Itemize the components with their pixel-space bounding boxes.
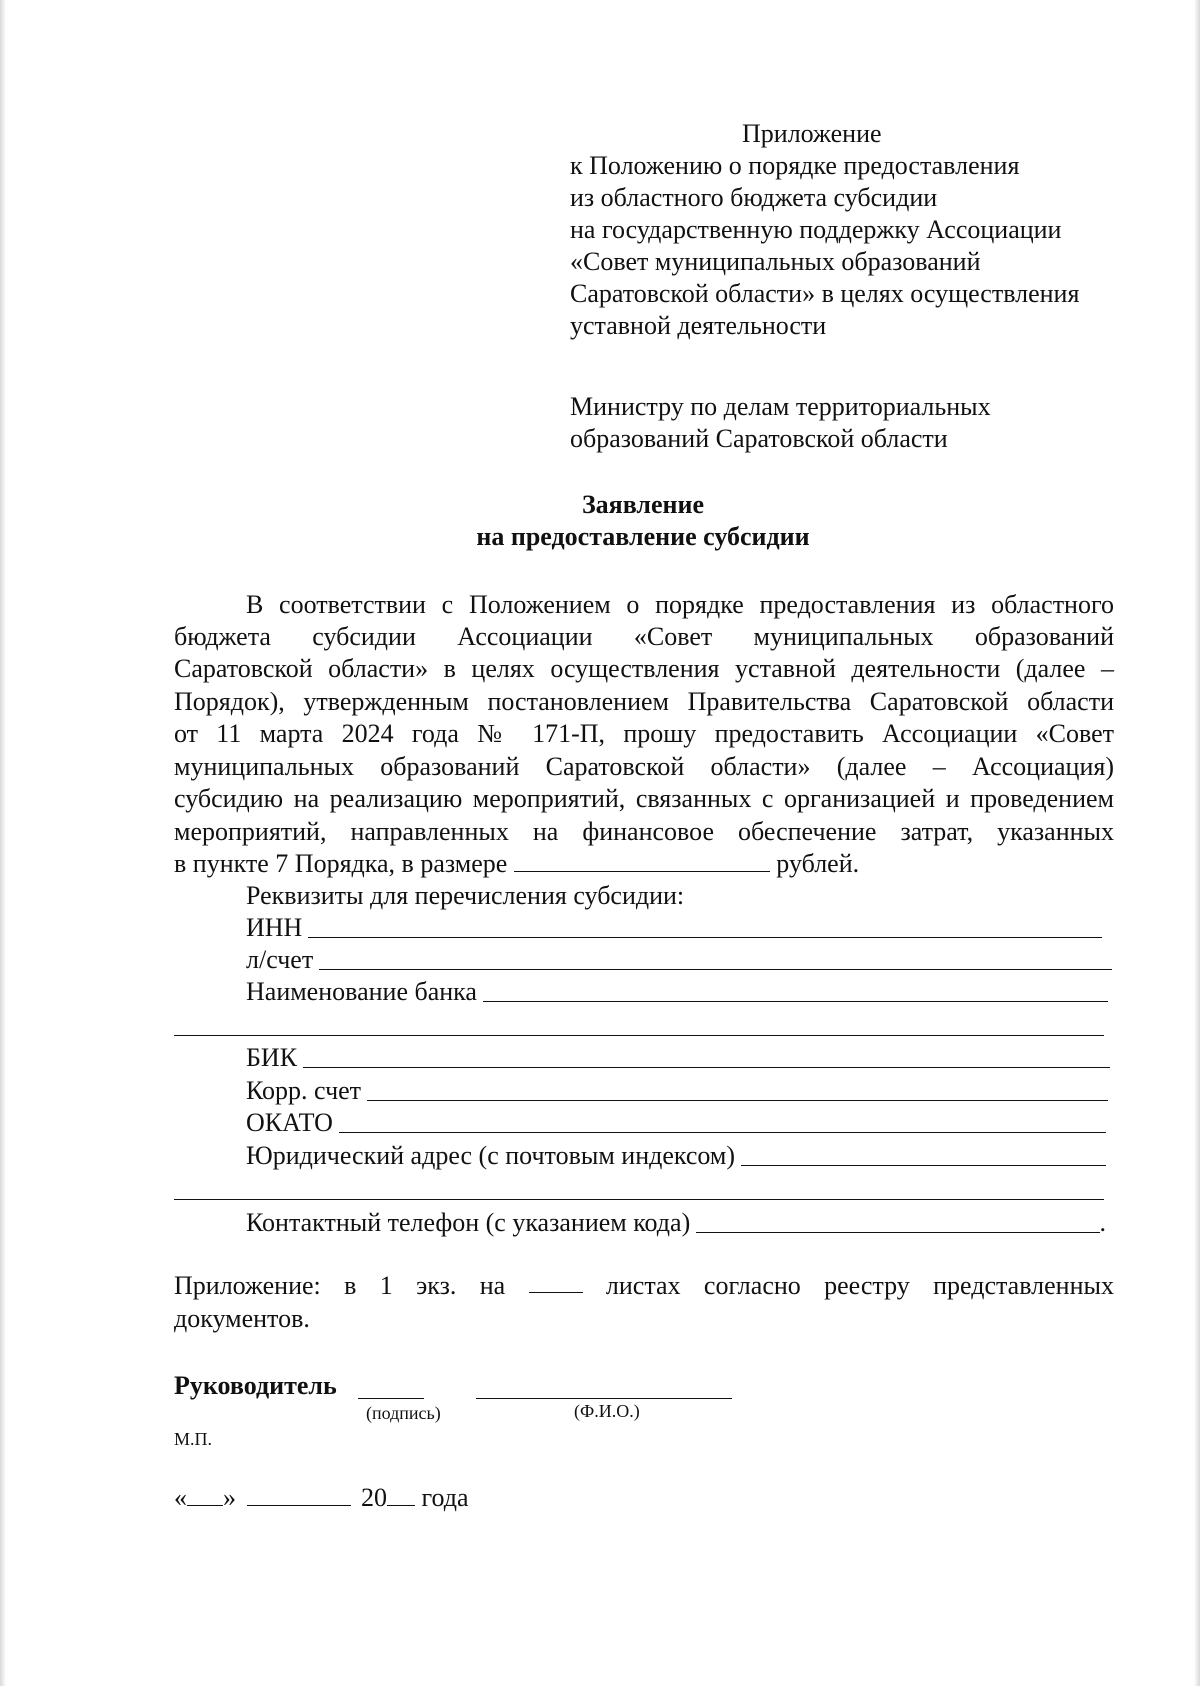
legal-address-blank[interactable] [741, 1165, 1106, 1166]
amount-blank-field[interactable] [514, 849, 770, 872]
attachment-word: листах [605, 1271, 681, 1300]
attachment-line-2: документов. [174, 1303, 310, 1333]
signature-blank[interactable] [358, 1398, 424, 1399]
appendix-line: «Совет муниципальных образований [570, 247, 981, 276]
inn-field[interactable] [246, 912, 1102, 944]
scan-edge-left [0, 0, 6, 1686]
legal-address-field[interactable] [246, 1140, 1106, 1172]
inn-blank[interactable] [308, 937, 1102, 938]
appendix-line: из областного бюджета субсидии [570, 183, 938, 212]
bank-name-field[interactable] [246, 976, 1108, 1008]
date-close-quote: » [223, 1483, 236, 1512]
corr-account-label: Корр. счет [246, 1076, 362, 1105]
body-line: от 11 марта 2024 года № 171-П, прошу предоставить Ассоциации «Совет [174, 719, 1114, 748]
corr-account-field[interactable] [246, 1075, 1108, 1107]
bik-label: БИК [246, 1043, 298, 1072]
body-line: бюджета субсидии Ассоциации «Совет муниципальных образований [174, 622, 1114, 651]
fio-caption: (Ф.И.О.) [574, 1401, 640, 1421]
fio-blank[interactable] [476, 1398, 732, 1399]
phone-blank[interactable] [696, 1232, 1099, 1233]
body-line: субсидию на реализацию мероприятий, связанных с организацией и проведением [174, 784, 1114, 813]
legal-address-label: Юридический адрес (с почтовым индексом) [246, 1141, 736, 1170]
attachment-word: в [344, 1271, 357, 1300]
corr-account-blank[interactable] [367, 1100, 1108, 1101]
appendix-title: Приложение [742, 119, 882, 148]
attachment-block [174, 1270, 1114, 1335]
bank-name-blank[interactable] [483, 1001, 1108, 1002]
phone-label: Контактный телефон (с указанием кода) [246, 1208, 691, 1237]
document-subtitle: на предоставление субсидии [476, 522, 810, 551]
body-line: муниципальных образований Саратовской области» (далее – Ассоциация) [174, 752, 1114, 781]
amount-suffix: рублей. [776, 849, 860, 878]
signature-caption: (подпись) [366, 1403, 441, 1423]
okato-field[interactable] [246, 1107, 1106, 1139]
year-suffix: года [421, 1483, 469, 1512]
bank-name-label: Наименование банка [246, 977, 477, 1006]
attachment-line [174, 1270, 1114, 1303]
inn-label: ИНН [246, 913, 303, 942]
addressee-line: Министру по делам территориальных [570, 392, 991, 421]
bik-field[interactable] [246, 1042, 1110, 1074]
appendix-line: уставной деятельности [570, 311, 827, 340]
attachment-word: 1 [379, 1271, 393, 1300]
phone-field[interactable] [246, 1207, 1106, 1239]
okato-blank[interactable] [339, 1132, 1106, 1133]
day-blank[interactable] [187, 1483, 223, 1506]
phone-period: . [1099, 1208, 1106, 1237]
scan-edge-right [1194, 0, 1200, 1686]
body-line: Порядок), утвержденным постановлением Правительства Саратовской области [174, 687, 1114, 716]
appendix-line: к Положению о порядке предоставления [570, 151, 1020, 180]
attachment-word: представленных [933, 1271, 1114, 1300]
document-title: Заявление [581, 490, 705, 519]
date-line [174, 1482, 469, 1514]
bik-blank[interactable] [303, 1067, 1110, 1068]
body-line: В соответствии с Положением о порядке предоставления из областного [246, 590, 1114, 619]
attachment-word: Приложение: [174, 1271, 321, 1300]
attachment-word: экз. [416, 1271, 457, 1300]
bank-name-continuation-line[interactable] [174, 1035, 1104, 1036]
stamp-placeholder: М.П. [174, 1429, 213, 1449]
account-label: л/счет [246, 945, 314, 974]
year-blank[interactable] [387, 1483, 415, 1506]
attachment-word: реестру [824, 1271, 910, 1300]
month-blank[interactable] [247, 1483, 351, 1506]
okato-label: ОКАТО [246, 1108, 333, 1137]
requisites-heading: Реквизиты для перечисления субсидии: [246, 881, 685, 910]
head-label: Руководитель [174, 1371, 337, 1400]
date-open-quote: « [174, 1483, 187, 1512]
amount-line [174, 848, 859, 880]
appendix-line: на государственную поддержку Ассоциации [570, 215, 1062, 244]
amount-prefix: в пункте 7 Порядка, в размере [174, 849, 508, 878]
body-line: мероприятий, направленных на финансовое обеспечение затрат, указанных [174, 817, 1114, 846]
account-blank[interactable] [319, 969, 1112, 970]
year-prefix: 20 [361, 1483, 387, 1512]
attachment-word: на [479, 1271, 506, 1300]
sheets-count-blank[interactable] [529, 1270, 583, 1293]
legal-address-continuation-line[interactable] [174, 1199, 1104, 1200]
addressee-line: образований Саратовской области [570, 424, 948, 453]
account-field[interactable] [246, 944, 1112, 976]
attachment-word: согласно [703, 1271, 801, 1300]
body-line: Саратовской области» в целях осуществления уставной деятельности (далее – [174, 654, 1114, 683]
appendix-line: Саратовской области» в целях осуществления [570, 279, 1080, 308]
